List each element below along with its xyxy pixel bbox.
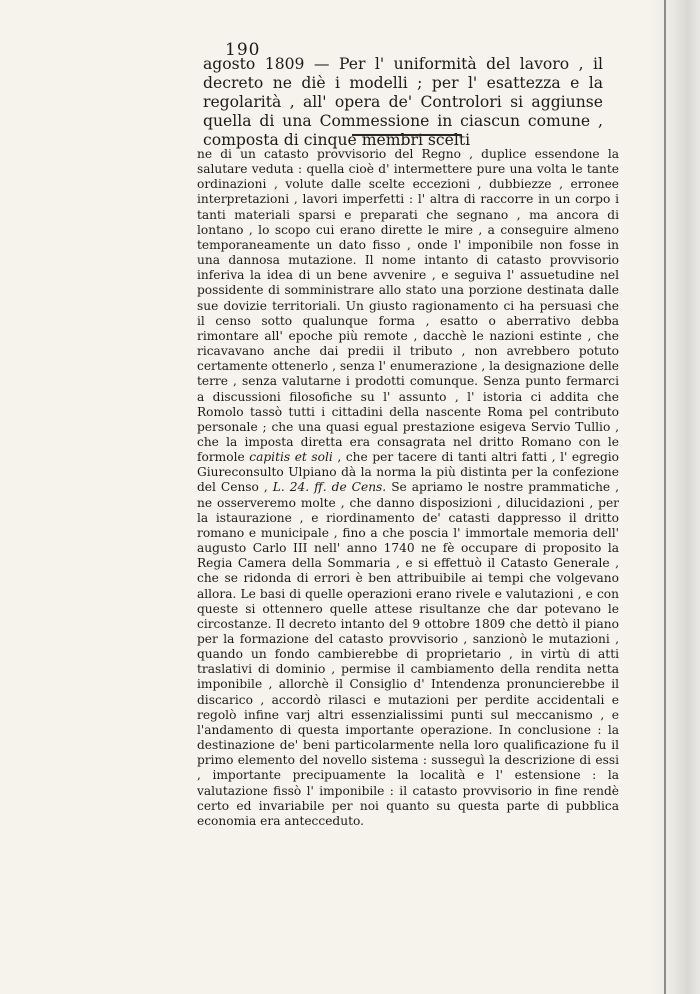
page-number: 190: [225, 40, 261, 60]
main-paragraph: [197, 147, 619, 829]
main-text-part-2: , che per tacere di tanti altri fatti , l' egregio Giureconsulto Ulpiano dà la norma la più distinta per la confezione del Censo ,: [197, 450, 620, 495]
main-text-part-3: Se apriamo le nostre prammatiche , ne osserveremo molte , che danno disposizioni , dilucidazioni , per la istaurazione , e riordinamento de' catasti dappresso il dritto romano e municipale , fino a che poscia l' immortale memoria dell' augusto Carlo III nell' anno 1740 ne fè occupare di proposito la Regia Camera della Sommaria , e si effettuò il Catasto Generale , che se ridonda di errori è ben attribuibile ai tempi che volgevano allora. Le basi di quelle operazioni erano rivele e valutazioni , e con queste si ottennero quelle attese risultanze che dar potevano le circostanze. Il decreto intanto del 9 ottobre 1809 che dettò il piano per la formazione del catasto provvisorio , sanzionò le mutazioni , quando un fondo cambierebbe di proprietario , in virtù di atti traslativi di dominio , permise il cambiamento della rendita netta imponibile , allorchè il Consiglio d' Intendenza pronuncierebbe il discarico , accordò rilasci e mutazioni per perdite accidentali e regolò infine varj altri essenzialissimi punti sul meccanismo , e l'andamento di questa importante operazione. In conclusione : la destinazione de' beni particolarmente nella loro qualificazione fu il primo elemento del novello sistema : susseguì la descrizione di essi , importante precipuamente la località e l' estensione : la valutazione fissò l' imponibile : il catasto provvisorio in fine rendè certo ed invariabile per noi quanto su questa parte di pubblica economia era antecceduto.: [197, 480, 620, 828]
legal-citation: L. 24. ff. de Cens.: [272, 480, 387, 495]
header-paragraph-text: agosto 1809 — Per l' uniformità del lavoro , il decreto ne diè i modelli ; per l' esattezza e la regolarità , all' opera de' Controlori si aggiunse quella di una Commessione in ciascun comune , composta di cinque membri scelti: [203, 55, 603, 149]
main-text-part-1: ne di un catasto provvisorio del Regno , duplice essendone la salutare veduta : quella cioè d' intermettere pure una volta le tante ordinazioni , volute dalle scelte eccezioni , dubbiezze , erronee interpretazioni , lavori imperfetti : l' altra di raccorre in un corpo i tanti materiali sparsi e preparati che segnano , ma ancora di lontano , lo scopo cui erano dirette le mire , a conseguire almeno temporaneamente un dato fisso , onde l' imponibile non fosse in una dannosa mutazione. Il nome intanto di catasto provvisorio inferiva la idea di un bene avvenire , e seguiva l' assuetudine nel possidente di somministrare allo stato una porzione destinata dalle sue dovizie territoriali. Un giusto ragionamento ci ha persuasi che il censo sotto qualunque forma , esatto o aberrativo debba rimontare all' epoche più remote , dacchè le nazioni estinte , che ricavavano anche dai predii il tributo , non avrebbero potuto certamente ottenerlo , senza l' enumerazione , la designazione delle terre , senza valutarne i prodotti comunque. Senza punto fermarci a discussioni filosofiche su l' assunto , l' istoria ci addita che Romolo tassò tutti i cittadini della nascente Roma pel contributo personale ; che una quasi egual prestazione esigeva Servio Tullio , che la imposta diretta era consagrata nel dritto Romano con le formole: [197, 147, 619, 465]
page-edge-shadow: [650, 0, 700, 994]
section-divider: [352, 134, 462, 136]
latin-phrase: capitis et soli: [249, 450, 333, 465]
main-text: [197, 147, 619, 829]
page-edge-line: [664, 0, 666, 994]
